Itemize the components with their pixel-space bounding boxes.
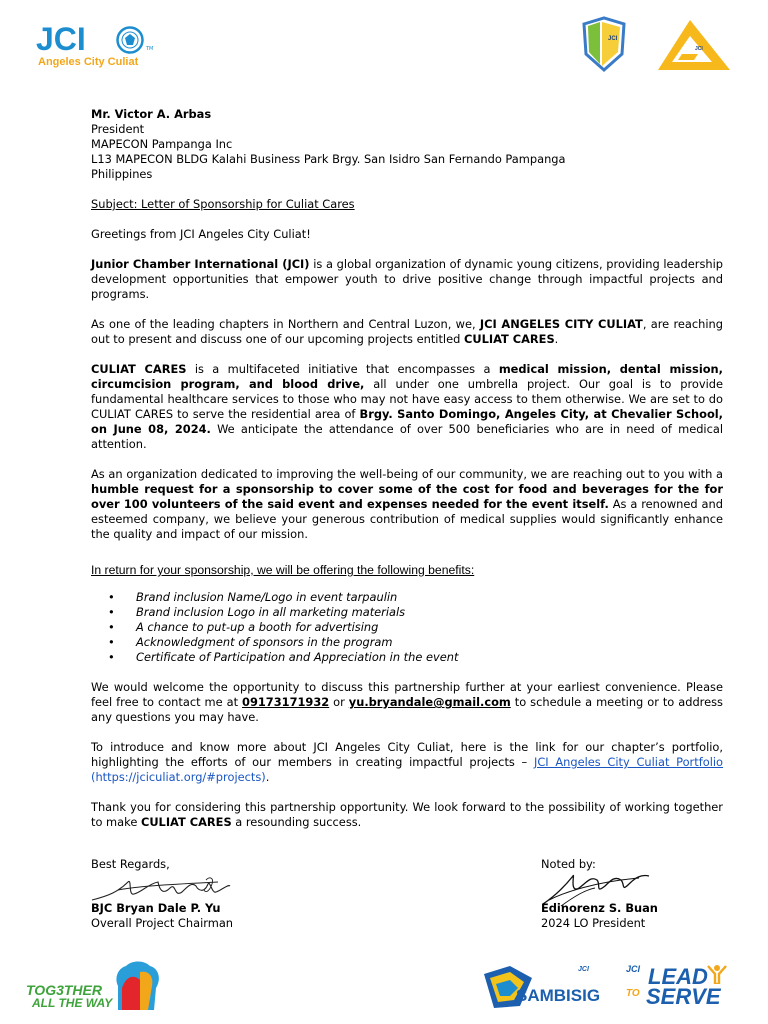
recipient-company: MAPECON Pampanga Inc — [91, 137, 233, 151]
closing-right-signatory — [541, 901, 658, 931]
lead-jci: JCI — [626, 964, 641, 974]
closing-label: Best Regards, — [91, 857, 170, 871]
sambisig-logo — [470, 964, 600, 1014]
lead-line2: TO — [626, 988, 640, 999]
person-raising-hands-icon — [706, 964, 728, 984]
benefits-intro: In return for your sponsorship, we will be offering the following benefits: — [91, 563, 475, 577]
noted-label: Noted by: — [541, 857, 596, 871]
header-partner-logos — [578, 14, 734, 76]
portfolio-url[interactable]: (https://jciculiat.org/#projects) — [91, 770, 266, 784]
letter-body — [91, 107, 723, 830]
together-line1: TOG3THER — [26, 982, 102, 998]
paragraph-culiat-cares: CULIAT CARES is a multifaceted initiative that encompasses a medical mission, dental mission, circumcision program, and blood drive, all under one umbrella project. Our goal is to provide fundamental healthcare services to those who may not have easy access to them otherwise. We are set to do CULIAT CARES to serve the residential area of Brgy. Santo Domingo, Angeles City, at Chevalier School, on June 08, 2024. We anticipate the attendance of over 500 beneficiaries who are in need of medical attention. — [91, 362, 724, 451]
svg-text:JCI: JCI — [695, 46, 703, 52]
closing-left — [91, 857, 170, 872]
subject-line: Subject: Letter of Sponsorship for Culiat Cares — [91, 197, 355, 211]
lead-to-serve-logo — [624, 964, 734, 1012]
greeting: Greetings from JCI Angeles City Culiat! — [91, 227, 311, 241]
jci-chapter-logo — [36, 22, 166, 72]
portfolio-link[interactable]: JCI Angeles City Culiat Portfolio — [533, 755, 723, 769]
paragraph-request: As an organization dedicated to improving the well-being of our community, we are reaching out to you with a humble request for a sponsorship to cover some of the cost for food and beverages for the for over 100 volunteers of the said event and expenses needed for the event itself. As a renowned and esteemed company, we believe your generous contribution of medical supplies would significantly enhance the quality and impact of our mission. — [91, 467, 723, 541]
phone-number[interactable]: 09173171932 — [242, 695, 330, 709]
signatory-right-title: 2024 LO President — [541, 916, 646, 930]
list-item: • Brand inclusion Logo in all marketing materials — [136, 605, 723, 620]
list-item: • Certificate of Participation and Appreciation in the event — [136, 650, 723, 665]
logo-word: JCI — [36, 21, 86, 57]
email-link[interactable]: yu.bryandale@gmail.com — [348, 695, 511, 709]
logo-trademark: TM — [146, 46, 154, 52]
signatory-left-title: Overall Project Chairman — [91, 916, 234, 930]
paragraph-chapter: As one of the leading chapters in Northern and Central Luzon, we, JCI ANGELES CITY CULIAT, are reaching out to present and discuss one of our upcoming projects entitled CULIAT CARES. — [91, 317, 723, 346]
svg-text:JCI: JCI — [608, 36, 618, 42]
together-line2: ALL THE WAY — [32, 996, 113, 1010]
recipient-address: L13 MAPECON BLDG Kalahi Business Park Brgy. San Isidro San Fernando Pampanga — [91, 152, 566, 166]
triangle-logo-icon — [658, 20, 730, 70]
signatory-left-name: BJC Bryan Dale P. Yu — [91, 901, 221, 915]
lead-line1: LEAD — [648, 964, 708, 989]
recipient-title: President — [91, 122, 145, 136]
sambisig-word: SAMBISIG — [516, 986, 601, 1005]
paragraph-contact: We would welcome the opportunity to discuss this partnership further at your earliest convenience. Please feel free to contact me at 09173171932 or yu.bryandale@gmail.com to schedule a meeting or to address any questions you may have. — [91, 680, 723, 724]
recipient-country: Philippines — [91, 167, 153, 181]
shield-logo-icon — [584, 18, 624, 70]
closing-left-signatory — [91, 901, 233, 931]
list-item: • Acknowledgment of sponsors in the program — [136, 635, 723, 650]
recipient-name: Mr. Victor A. Arbas — [91, 107, 212, 121]
paragraph-portfolio: To introduce and know more about JCI Angeles City Culiat, here is the link for our chapter’s portfolio, highlighting the efforts of our members in creating impactful projects – JCI Angeles City Culiat Portfolio (https://jciculiat.org/#projects). — [91, 740, 723, 784]
signatory-right-name: Edinorenz S. Buan — [541, 901, 658, 915]
sambisig-jci: JCI — [578, 966, 589, 973]
paragraph-jci-intro: Junior Chamber International (JCI) is a global organization of dynamic young citizens, providing leadership development opportunities that empower youth to drive positive change through impactful projects and programs. — [91, 257, 723, 301]
list-item: • A chance to put-up a booth for advertising — [136, 620, 723, 635]
logo-subtitle: Angeles City Culiat — [38, 56, 139, 68]
benefits-list — [91, 590, 723, 665]
raised-fist-icon — [104, 958, 166, 1010]
together-logo — [26, 958, 176, 1010]
paragraph-thanks: Thank you for considering this partnership opportunity. We look forward to the possibility of working together to make CULIAT CARES a resounding success. — [91, 800, 723, 829]
list-item: • Brand inclusion Name/Logo in event tarpaulin — [136, 590, 723, 605]
jci-seal-icon — [116, 26, 144, 54]
lead-line3: SERVE — [646, 984, 721, 1009]
